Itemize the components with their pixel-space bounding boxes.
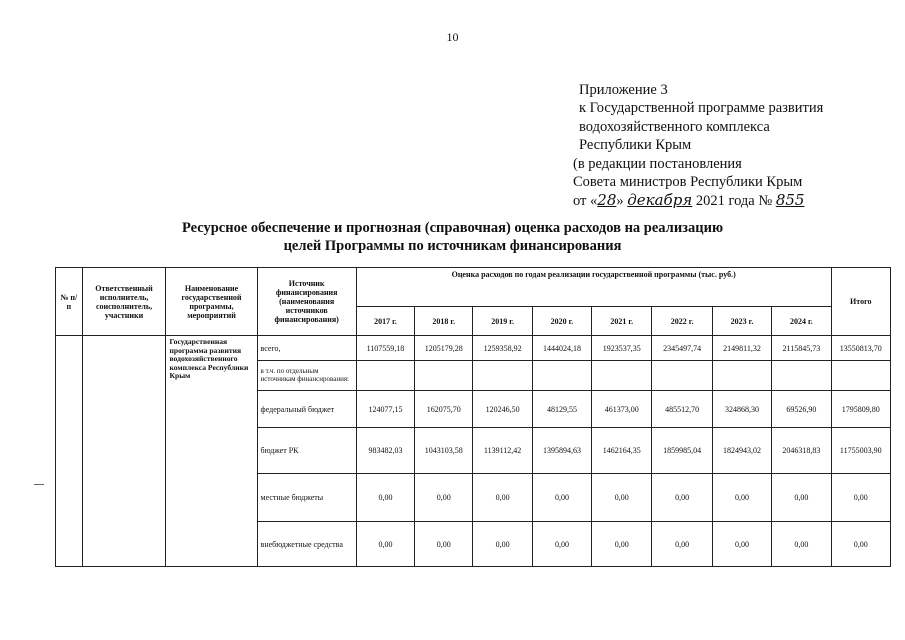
value-cell: 0,00 [473,474,532,522]
value-cell: 0,00 [415,474,473,522]
value-cell: 1923537,35 [592,336,652,361]
value-cell [415,361,473,391]
header-year: 2020 г. [532,307,591,336]
header-year: 2018 г. [415,307,473,336]
appendix-date-line [573,191,823,210]
source-label: местные бюджеты [257,474,356,522]
source-label: всего, [257,336,356,361]
value-cell: 0,00 [652,522,712,567]
value-cell: 2115845,73 [772,336,831,361]
value-cell [592,361,652,391]
value-cell: 1462164,35 [592,428,652,474]
header-no: № п/п [56,268,83,336]
value-cell: 0,00 [652,474,712,522]
value-cell: 2345497,74 [652,336,712,361]
value-cell: 461373,00 [592,391,652,428]
header-year: 2024 г. [772,307,831,336]
value-cell: 0,00 [356,522,414,567]
header-total: Итого [831,268,890,336]
date-prefix: от « [573,193,598,210]
date-sep: » [616,193,628,210]
value-cell [652,361,712,391]
value-cell: 2149811,32 [712,336,771,361]
appendix-line: (в редакции постановления [573,155,742,172]
total-cell: 0,00 [831,474,890,522]
document-title [0,219,905,255]
program-name: Государственная программа развития водохозяйственного комплекса Республики Крым [166,336,257,567]
value-cell: 162075,70 [415,391,473,428]
appendix-block [573,81,823,211]
value-cell: 324868,30 [712,391,771,428]
value-cell: 0,00 [712,474,771,522]
source-label: бюджет РК [257,428,356,474]
value-cell: 1043103,58 [415,428,473,474]
value-cell: 1824943,02 [712,428,771,474]
header-name: Наименование государственной программы, мероприятий [166,268,257,336]
value-cell: 0,00 [592,474,652,522]
value-cell [712,361,771,391]
value-cell: 0,00 [473,522,532,567]
value-cell: 485512,70 [652,391,712,428]
value-cell [772,361,831,391]
value-cell: 0,00 [532,522,591,567]
page-number: 10 [446,30,459,44]
value-cell: 48129,55 [532,391,591,428]
total-cell: 13550813,70 [831,336,890,361]
total-cell: 11755003,90 [831,428,890,474]
source-label: внебюджетные средства [257,522,356,567]
appendix-line: Приложение 3 [579,82,668,98]
value-cell: 0,00 [772,522,831,567]
source-label: федеральный бюджет [257,391,356,428]
resource-table [55,267,891,567]
title-line: Ресурсное обеспечение и прогнозная (справочная) оценка расходов на реализацию [181,220,724,236]
handwritten-month: декабря [627,191,693,210]
value-cell: 1859985,04 [652,428,712,474]
appendix-line: Совета министров Республики Крым [573,174,803,191]
margin-mark [34,484,44,485]
value-cell: 1139112,42 [473,428,532,474]
value-cell [356,361,414,391]
header-year: 2017 г. [356,307,414,336]
value-cell: 0,00 [532,474,591,522]
value-cell: 120246,50 [473,391,532,428]
total-cell [831,361,890,391]
table-row [56,336,891,361]
header-year: 2021 г. [592,307,652,336]
header-year: 2023 г. [712,307,771,336]
handwritten-day: 28 [597,191,617,210]
value-cell [532,361,591,391]
value-cell: 124077,15 [356,391,414,428]
value-cell: 0,00 [592,522,652,567]
value-cell: 0,00 [772,474,831,522]
value-cell: 1259358,92 [473,336,532,361]
value-cell: 1107559,18 [356,336,414,361]
value-cell: 1205179,28 [415,336,473,361]
title-line: целей Программы по источникам финансирования [283,238,622,254]
header-estimate: Оценка расходов по годам реализации государственной программы (тыс. руб.) [356,268,831,307]
appendix-line: к Государственной программе развития [579,100,824,117]
row-number-cell [56,336,83,567]
value-cell: 2046318,83 [772,428,831,474]
handwritten-number: 855 [775,191,805,210]
header-year: 2019 г. [473,307,532,336]
source-label: в т.ч. по отдельным источникам финансирования: [257,361,356,391]
value-cell: 69526,90 [772,391,831,428]
total-cell: 0,00 [831,522,890,567]
value-cell: 0,00 [415,522,473,567]
header-source: Источник финансирования (наименования источников финансирования) [257,268,356,336]
year-text: 2021 года № [692,193,776,210]
value-cell: 1395894,63 [532,428,591,474]
value-cell: 1444024,18 [532,336,591,361]
appendix-line: Республики Крым [579,137,692,154]
appendix-line: водохозяйственного комплекса [579,118,770,135]
total-cell: 1795809,80 [831,391,890,428]
value-cell: 983482,03 [356,428,414,474]
value-cell: 0,00 [712,522,771,567]
header-executor: Ответственный исполнитель, соисполнитель, участники [82,268,166,336]
header-year: 2022 г. [652,307,712,336]
value-cell: 0,00 [356,474,414,522]
executor-cell [82,336,166,567]
value-cell [473,361,532,391]
